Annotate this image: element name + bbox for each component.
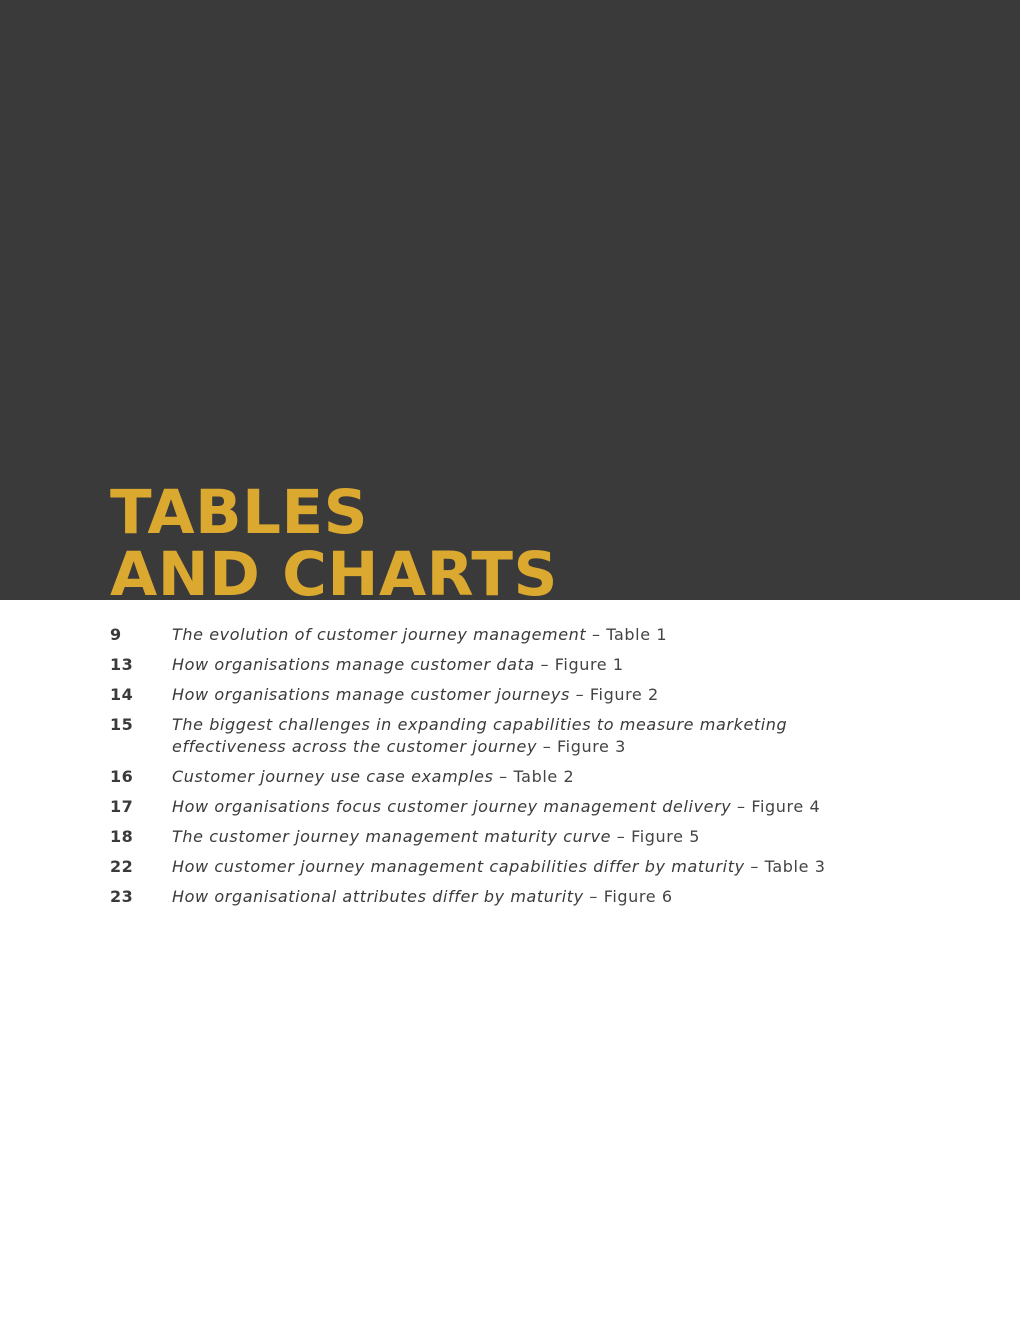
toc-entry-text [172,796,870,818]
toc-entry-reference: Table 2 [513,767,575,786]
toc-entry-reference: Figure 6 [603,887,673,906]
toc-entry-title: The evolution of customer journey management [172,625,587,644]
page-title [110,477,558,610]
toc-entry-separator: – [586,625,607,644]
toc-page-number: 18 [110,827,134,846]
toc-entry[interactable] [110,796,870,818]
toc-page-number: 16 [110,767,134,786]
toc-page-number: 9 [110,625,122,644]
toc-entry-separator: – [569,685,590,704]
toc-entry[interactable] [110,624,870,646]
toc-entry-title: How organisational attributes differ by maturity [172,887,584,906]
toc-entry-reference: Figure 2 [589,685,659,704]
toc-entry[interactable] [110,826,870,848]
toc-entry-separator: – [731,797,752,816]
toc-entry-text [172,856,870,878]
toc-entry[interactable] [110,856,870,878]
toc-page-number: 14 [110,685,134,704]
toc-entry-title: The customer journey management maturity curve [172,827,612,846]
toc-entry-separator: – [537,737,558,756]
toc-entry-text [172,684,870,706]
toc-entry-separator: – [493,767,514,786]
toc-entry-title: How organisations manage customer journeys [172,685,570,704]
toc-entry-text [172,654,870,676]
toc-entry-reference: Figure 1 [554,655,624,674]
toc-entry[interactable] [110,654,870,676]
toc-entry-separator: – [611,827,632,846]
toc-entry-title: How customer journey management capabilities differ by maturity [172,857,745,876]
toc-entry-separator: – [534,655,555,674]
toc-entry-reference: Figure 5 [631,827,701,846]
page-title-line-2: AND CHARTS [110,539,558,610]
toc-page-number: 17 [110,797,134,816]
toc-entry-text [172,886,870,908]
toc-entry[interactable] [110,886,870,908]
toc-page-number: 15 [110,715,134,734]
toc-entry-reference: Figure 4 [751,797,821,816]
toc-page-number: 23 [110,887,134,906]
toc-entry-title: The biggest challenges in expanding capabilities to measure marketing effectiveness across the customer journey [172,715,788,756]
toc-entry-text [172,766,870,788]
toc-page-number: 13 [110,655,134,674]
toc-entry-title: How organisations manage customer data [172,655,535,674]
toc-entry[interactable] [110,714,870,758]
toc-entry-reference: Figure 3 [557,737,626,756]
toc-page-number: 22 [110,857,134,876]
toc-entry-title: Customer journey use case examples [172,767,494,786]
toc-entry[interactable] [110,766,870,788]
toc-entry[interactable] [110,684,870,706]
toc-entry-separator: – [583,887,604,906]
toc-entry-reference: Table 1 [606,625,668,644]
toc-entry-text [172,714,870,758]
toc-entry-title: How organisations focus customer journey management delivery [172,797,732,816]
toc-entry-separator: – [744,857,765,876]
toc-entry-text [172,826,870,848]
tables-and-charts-list [110,624,870,916]
page-title-line-1: TABLES [110,477,369,548]
toc-entry-reference: Table 3 [764,857,826,876]
toc-entry-text [172,624,870,646]
